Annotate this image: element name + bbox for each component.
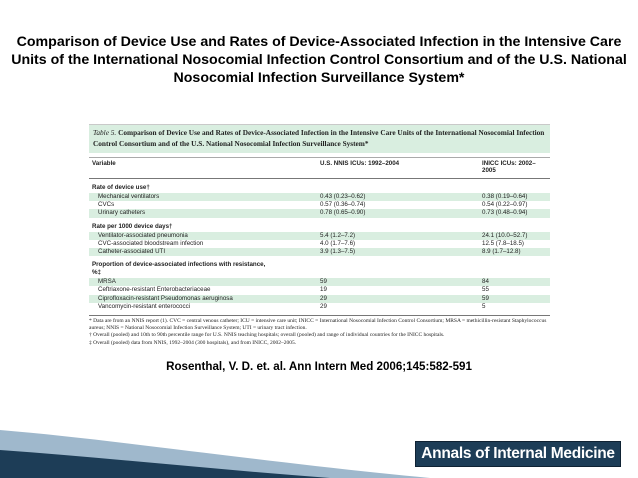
footnote: † Overall (pooled) and 10th to 90th percentile range for U.S. NNIS teaching hospitals; overall (pooled) and range of individual countries for the INICC hospitals. (89, 332, 445, 339)
row-nnis-value: 5.4 (1.2–7.2) (320, 231, 356, 239)
table-caption-text: Comparison of Device Use and Rates of Device-Associated Infection in the Intensive Care Units of the International Nosocomial Infection Control Consortium and of the U.S. National Nosocomial Infection Surveillance System* (93, 128, 545, 148)
row-inicc-value: 59 (482, 294, 489, 302)
table-row (89, 286, 550, 294)
slide-title: Comparison of Device Use and Rates of Device-Associated Infection in the Intensive Care Units of the International Nosocomial Infection Control Consortium and of the U.S. National Nosocomial Infection Surveillance System* (11, 34, 627, 86)
footnote: * Data are from an NNIS report (1). CVC = central venous catheter; ICU = intensive care unit; INICC = International Nosocomial Infection Control Consortium; MRSA = methicillin-resistant Staphylococcus aureus; NNIS = National Nosocomial Infection Surveillance System; UTI = urinary tract infection. (89, 318, 547, 332)
journal-logo: Annals of Internal Medicine (415, 441, 621, 467)
row-inicc-value: 84 (482, 278, 489, 286)
header-nnis: U.S. NNIS ICUs: 1992–2004 (320, 160, 400, 167)
table-row (89, 240, 550, 248)
header-variable: Variable (92, 160, 116, 167)
table-row (89, 209, 550, 217)
row-variable: Ciprofloxacin-resistant Pseudomonas aeruginosa (98, 294, 233, 302)
row-variable: Ventilator-associated pneumonia (98, 231, 188, 239)
row-variable: CVC-associated bloodstream infection (98, 239, 204, 247)
table-row (89, 303, 550, 311)
table-row (89, 193, 550, 201)
row-variable: CVCs (98, 201, 115, 209)
row-inicc-value: 24.1 (10.0–52.7) (482, 231, 528, 239)
row-variable: Ceftriaxone-resistant Enterobacteriaceae (98, 286, 211, 294)
row-variable: Mechanical ventilators (98, 193, 160, 200)
row-nnis-value: 4.0 (1.7–7.6) (320, 239, 356, 247)
row-nnis-value: 0.43 (0.23–0.62) (320, 193, 366, 200)
row-nnis-value: 59 (320, 278, 327, 286)
table-row (89, 295, 550, 303)
row-nnis-value: 19 (320, 286, 327, 294)
table-header-row (89, 157, 550, 179)
row-variable: MRSA (98, 278, 116, 286)
table-row (89, 201, 550, 209)
section-rate-per-1000: Rate per 1000 device days† (92, 222, 173, 230)
row-nnis-value: 3.9 (1.3–7.5) (320, 248, 356, 256)
row-nnis-value: 29 (320, 294, 327, 302)
table-row (89, 278, 550, 286)
row-variable: Urinary catheters (98, 209, 146, 217)
table-row (89, 248, 550, 256)
section-resistance: Proportion of device-associated infections with resistance, %‡ (92, 261, 266, 277)
row-nnis-value: 0.57 (0.36–0.74) (320, 201, 366, 209)
table-caption (89, 124, 550, 153)
table-footnotes (89, 315, 550, 347)
row-inicc-value: 5 (482, 302, 486, 310)
row-variable: Catheter-associated UTI (98, 248, 166, 256)
data-table (89, 124, 550, 347)
row-inicc-value: 0.38 (0.19–0.64) (482, 193, 528, 200)
row-inicc-value: 8.9 (1.7–12.8) (482, 248, 521, 256)
footnote: ‡ Overall (pooled) data from NNIS, 1992–2004 (300 hospitals), and from INICC, 2002–2005. (89, 339, 297, 346)
row-nnis-value: 29 (320, 302, 327, 310)
row-nnis-value: 0.78 (0.65–0.90) (320, 209, 366, 217)
row-inicc-value: 55 (482, 286, 489, 294)
row-inicc-value: 0.73 (0.48–0.94) (482, 209, 528, 217)
row-inicc-value: 0.54 (0.22–0.97) (482, 201, 528, 209)
row-inicc-value: 12.5 (7.8–18.5) (482, 239, 524, 247)
table-row (89, 232, 550, 240)
row-variable: Vancomycin-resistant enterococci (98, 302, 191, 310)
header-inicc: INICC ICUs: 2002–2005 (482, 160, 536, 174)
table-label: Table 5. (93, 128, 117, 137)
section-device-use: Rate of device use† (92, 184, 150, 191)
citation: Rosenthal, V. D. et. al. Ann Intern Med 2006;145:582-591 (166, 360, 472, 373)
decorative-swoosh (0, 400, 430, 478)
